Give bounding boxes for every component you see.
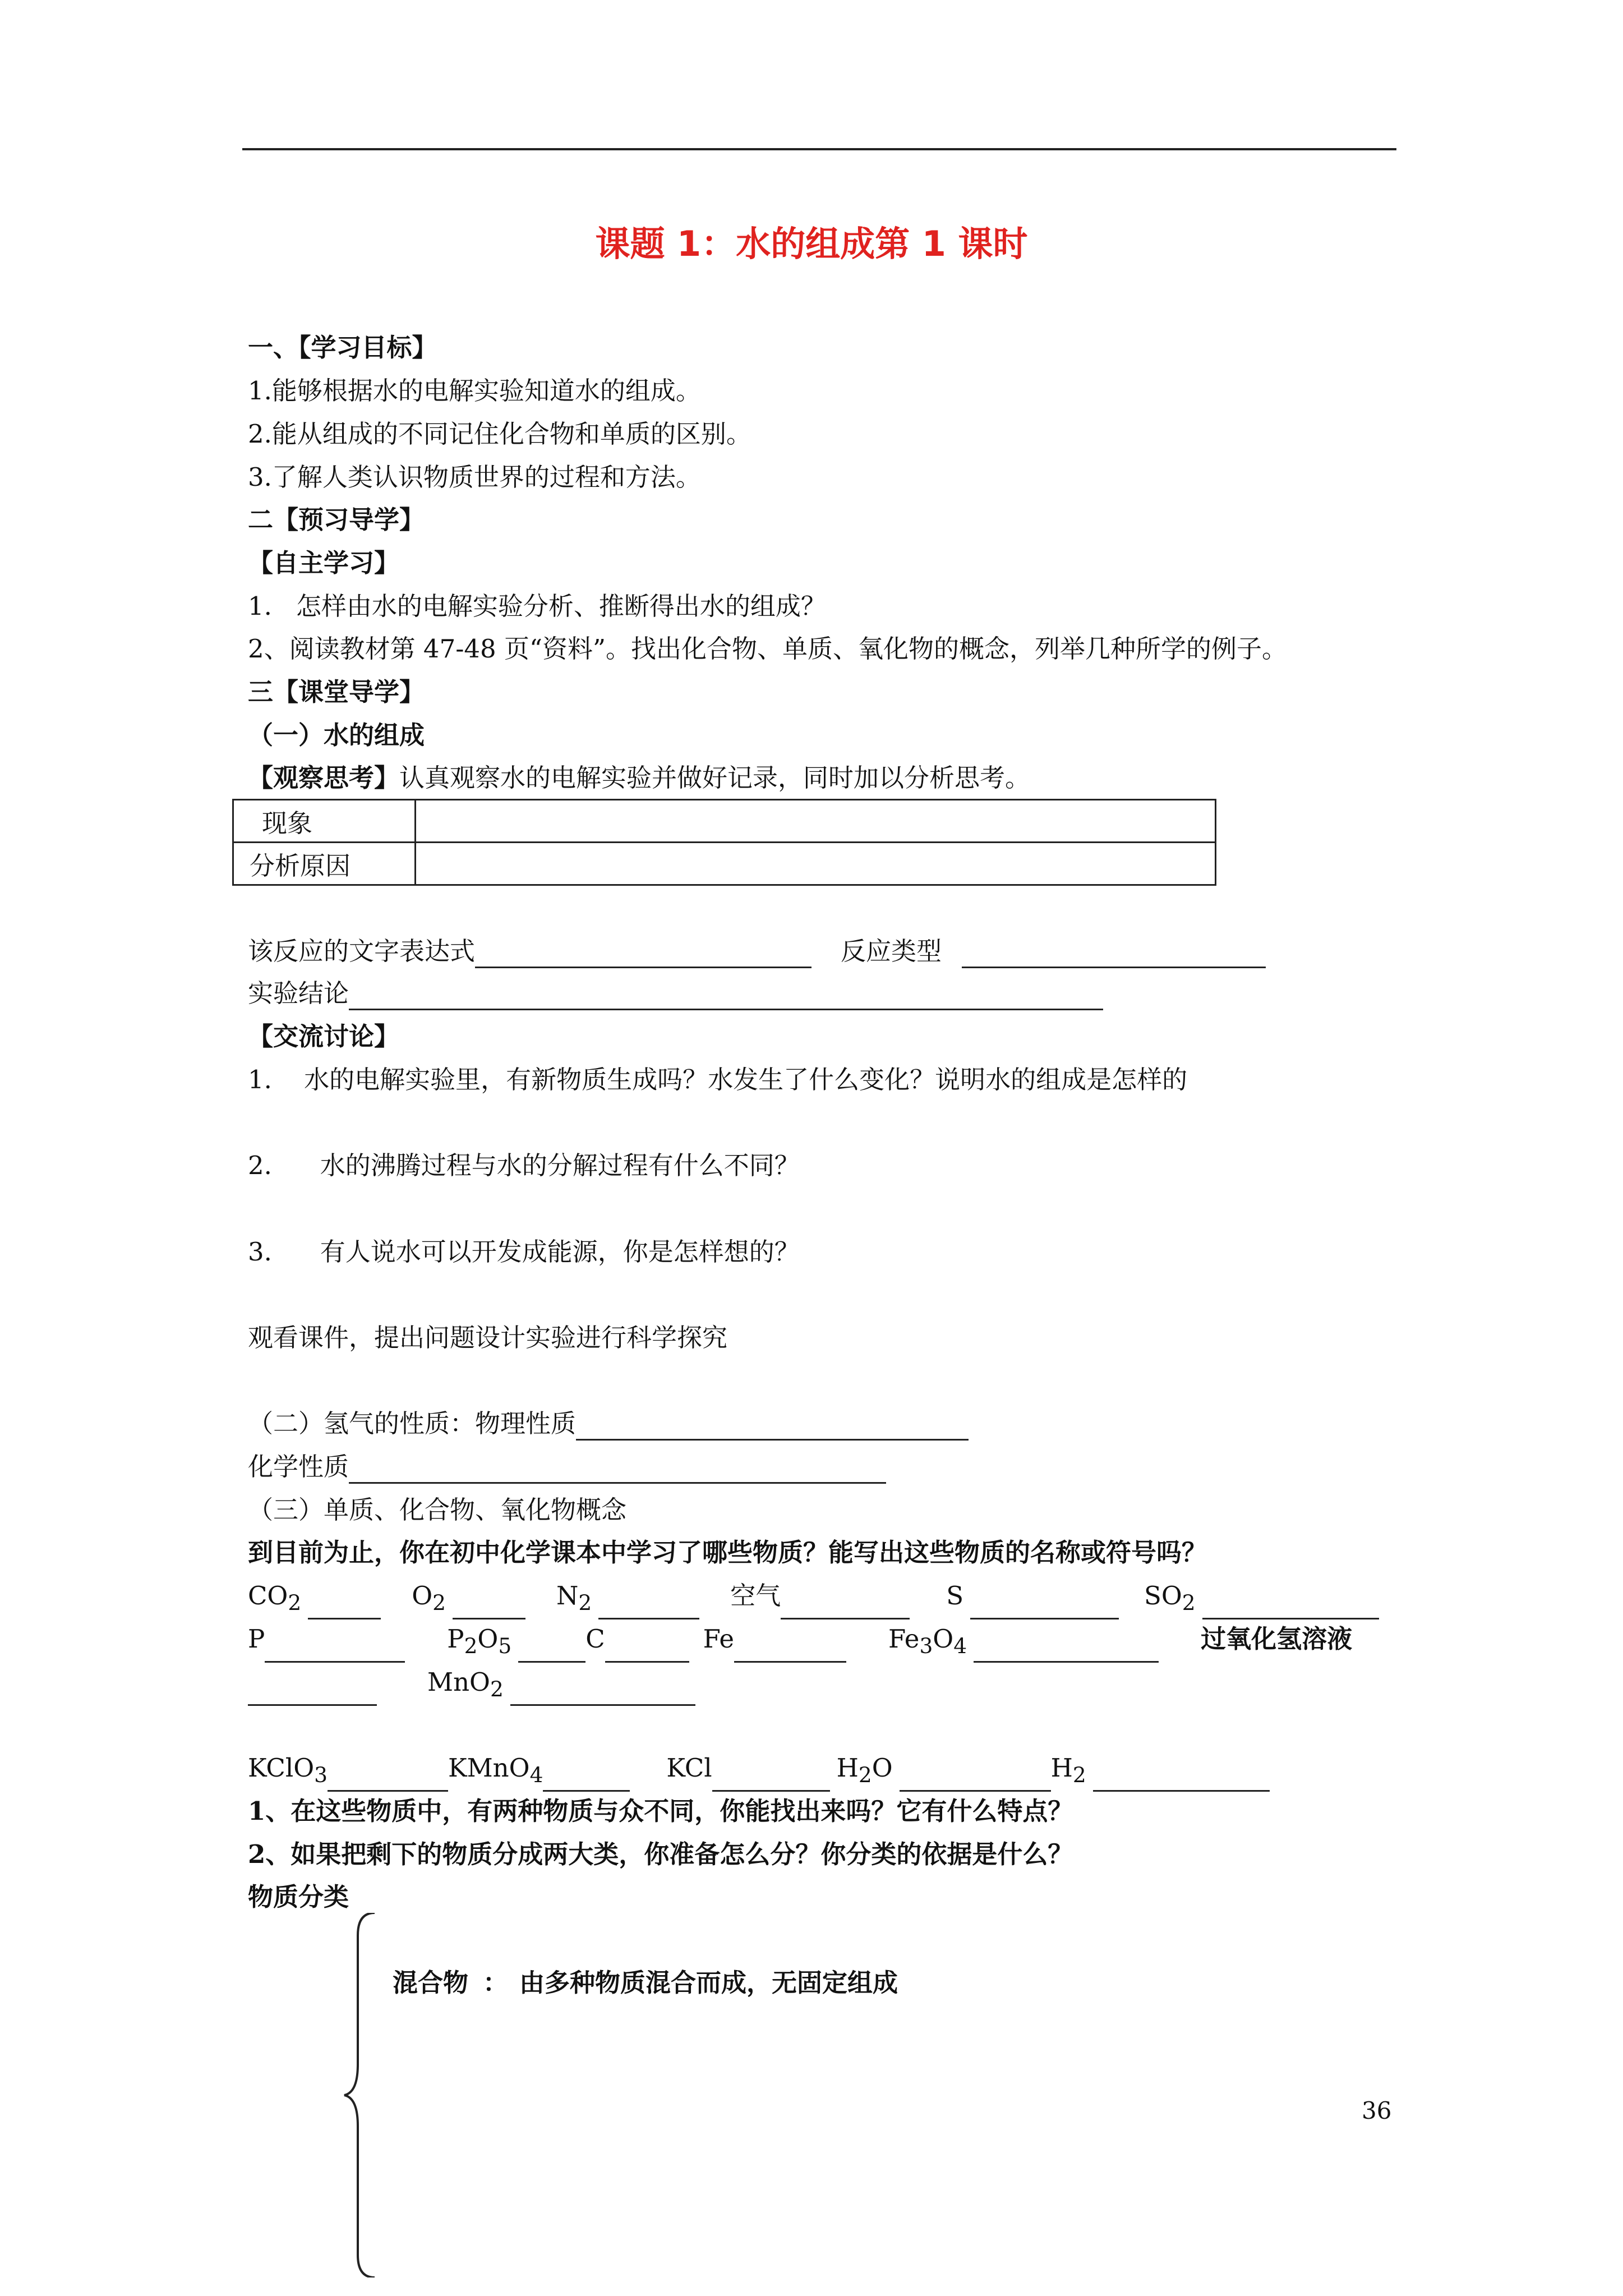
mixture-label: 混合物: [393, 1968, 469, 1998]
answer-blank[interactable]: [598, 1589, 699, 1619]
expression-blank[interactable]: [475, 937, 811, 968]
preview-item: 1. 怎样由水的电解实验分析、推断得出水的组成？: [248, 591, 826, 621]
formula-p: P: [248, 1624, 265, 1654]
observe-label: 【观察思考】: [248, 763, 400, 793]
section-heading-goals: 一、【学习目标】: [248, 333, 437, 362]
table-row: [233, 800, 1216, 843]
header-rule: [242, 148, 1396, 150]
formula-fe3o4: Fe: [888, 1624, 920, 1654]
formula-h2o: H: [836, 1753, 859, 1783]
formula-kclo3: KClO: [248, 1753, 315, 1783]
answer-blank[interactable]: [605, 1632, 689, 1663]
observe-text: 认真观察水的电解实验并做好记录，同时加以分析思考。: [399, 763, 1031, 793]
substance-row: [248, 1751, 1270, 1792]
question-1: 1、在这些物质中，有两种物质与众不同，你能找出来吗？它有什么特点？: [248, 1796, 1073, 1826]
subscript: 2: [1072, 1763, 1086, 1787]
formula-o2: O: [412, 1581, 433, 1611]
substance-row: [248, 1665, 695, 1706]
discuss-item: 2. 水的沸腾过程与水的分解过程有什么不同？: [248, 1151, 800, 1180]
subscript: 2: [464, 1634, 478, 1658]
formula-p2o5: P: [447, 1624, 464, 1654]
answer-blank[interactable]: [543, 1761, 630, 1792]
expression-line: [248, 935, 1266, 968]
classification-heading: 物质分类: [248, 1882, 349, 1912]
goal-item: 3.了解人类认识物质世界的过程和方法。: [248, 462, 701, 492]
answer-blank[interactable]: [510, 1675, 695, 1706]
goal-item: 2.能从组成的不同记住化合物和单质的区别。: [248, 419, 751, 449]
conclusion-label: 实验结论: [248, 978, 349, 1008]
answer-blank[interactable]: [970, 1589, 1119, 1619]
formula-kcl: KCl: [666, 1753, 712, 1783]
preview-item: 2、阅读教材第 47-48 页“资料”。找出化合物、单质、氧化物的概念，列举几种所学的例子。: [248, 634, 1287, 664]
substance-air: 空气: [730, 1581, 781, 1611]
part3-heading: （三）单质、化合物、氧化物概念: [248, 1495, 627, 1525]
subscript: 2: [288, 1590, 302, 1615]
question-2: 2、如果把剩下的物质分成两大类，你准备怎么分？你分类的依据是什么？: [248, 1839, 1073, 1869]
answer-blank[interactable]: [308, 1589, 381, 1619]
formula-s: S: [946, 1581, 964, 1611]
subscript: 5: [498, 1634, 512, 1658]
row-label-analysis: 分析原因: [233, 843, 416, 885]
row-label-phenomenon: 现象: [233, 800, 416, 843]
formula-n2: N: [556, 1581, 579, 1611]
answer-blank[interactable]: [453, 1589, 525, 1619]
hydrogen-physical-label: （二）氢气的性质：物理性质: [248, 1409, 577, 1438]
observation-table: [232, 799, 1216, 886]
conclusion-blank[interactable]: [349, 979, 1103, 1010]
courseware-text: 观看课件，提出问题设计实验进行科学探究: [248, 1323, 728, 1352]
subheading-self-study: 【自主学习】: [248, 548, 400, 578]
formula-h2: H: [1050, 1753, 1073, 1783]
answer-blank[interactable]: [248, 1675, 377, 1706]
subscript: 2: [432, 1590, 446, 1615]
hydrogen-physical-line: [248, 1407, 969, 1441]
subscript: 2: [490, 1677, 504, 1701]
classification-brace: [343, 1913, 382, 2277]
observe-line: [248, 761, 1030, 795]
answer-blank[interactable]: [712, 1761, 830, 1792]
section-heading-preview: 二【预习导学】: [248, 505, 425, 535]
hydrogen-chemical-line: [248, 1450, 886, 1484]
formula-kmno4: KMnO: [448, 1753, 530, 1783]
formula-p2o5-part: O: [477, 1624, 499, 1654]
discuss-item: 1. 水的电解实验里，有新物质生成吗？水发生了什么变化？说明水的组成是怎样的: [248, 1065, 1188, 1094]
substance-row: [248, 1579, 1379, 1619]
section-heading-class: 三【课堂导学】: [248, 677, 425, 707]
expression-label: 该反应的文字表达式: [248, 936, 476, 966]
mixture-colon: ：: [483, 1968, 509, 1998]
physical-property-blank[interactable]: [576, 1410, 969, 1441]
discuss-heading: 【交流讨论】: [248, 1022, 400, 1051]
subscript: 2: [1182, 1590, 1196, 1615]
subscript: 2: [858, 1763, 872, 1787]
formula-mno2: MnO: [427, 1667, 490, 1697]
subscript: 3: [314, 1763, 328, 1787]
reaction-type-blank[interactable]: [962, 937, 1266, 968]
subscript: 2: [578, 1590, 592, 1615]
part1-heading: （一）水的组成: [248, 720, 425, 750]
answer-cell[interactable]: [416, 843, 1216, 885]
mixture-definition: [393, 1966, 898, 2000]
answer-blank[interactable]: [781, 1589, 910, 1619]
goal-item: 1.能够根据水的电解实验知道水的组成。: [248, 376, 701, 406]
subscript: 4: [953, 1634, 967, 1658]
answer-cell[interactable]: [416, 800, 1216, 843]
answer-blank[interactable]: [328, 1761, 448, 1792]
formula-fe: Fe: [703, 1624, 735, 1654]
table-row: [233, 843, 1216, 885]
page-number: 36: [1362, 2097, 1392, 2124]
substances-question: 到目前为止，你在初中化学课本中学习了哪些物质？能写出这些物质的名称或符号吗？: [248, 1538, 1207, 1567]
answer-blank[interactable]: [974, 1632, 1159, 1663]
chemical-property-label: 化学性质: [248, 1452, 349, 1481]
answer-blank[interactable]: [265, 1632, 405, 1663]
formula-co2: CO: [248, 1581, 288, 1611]
formula-fe3o4-part: O: [933, 1624, 954, 1654]
subscript: 4: [529, 1763, 543, 1787]
answer-blank[interactable]: [900, 1761, 1051, 1792]
substance-h2o2: 过氧化氢溶液: [1201, 1624, 1353, 1654]
subscript: 3: [919, 1634, 933, 1658]
answer-blank[interactable]: [1202, 1589, 1379, 1619]
page-title: 课题 1：水的组成第 1 课时: [595, 223, 1028, 264]
conclusion-line: [248, 977, 1103, 1010]
discuss-item: 3. 有人说水可以开发成能源，你是怎样想的？: [248, 1237, 800, 1267]
mixture-text: 由多种物质混合而成，无固定组成: [519, 1968, 898, 1998]
answer-blank[interactable]: [518, 1632, 585, 1663]
reaction-type-label: 反应类型: [841, 936, 942, 966]
formula-so2: SO: [1144, 1581, 1182, 1611]
formula-h2o-part: O: [872, 1753, 893, 1783]
formula-c: C: [585, 1624, 605, 1654]
substance-row: [248, 1622, 1352, 1663]
answer-blank[interactable]: [1093, 1761, 1270, 1792]
chemical-property-blank[interactable]: [349, 1453, 886, 1484]
answer-blank[interactable]: [734, 1632, 846, 1663]
